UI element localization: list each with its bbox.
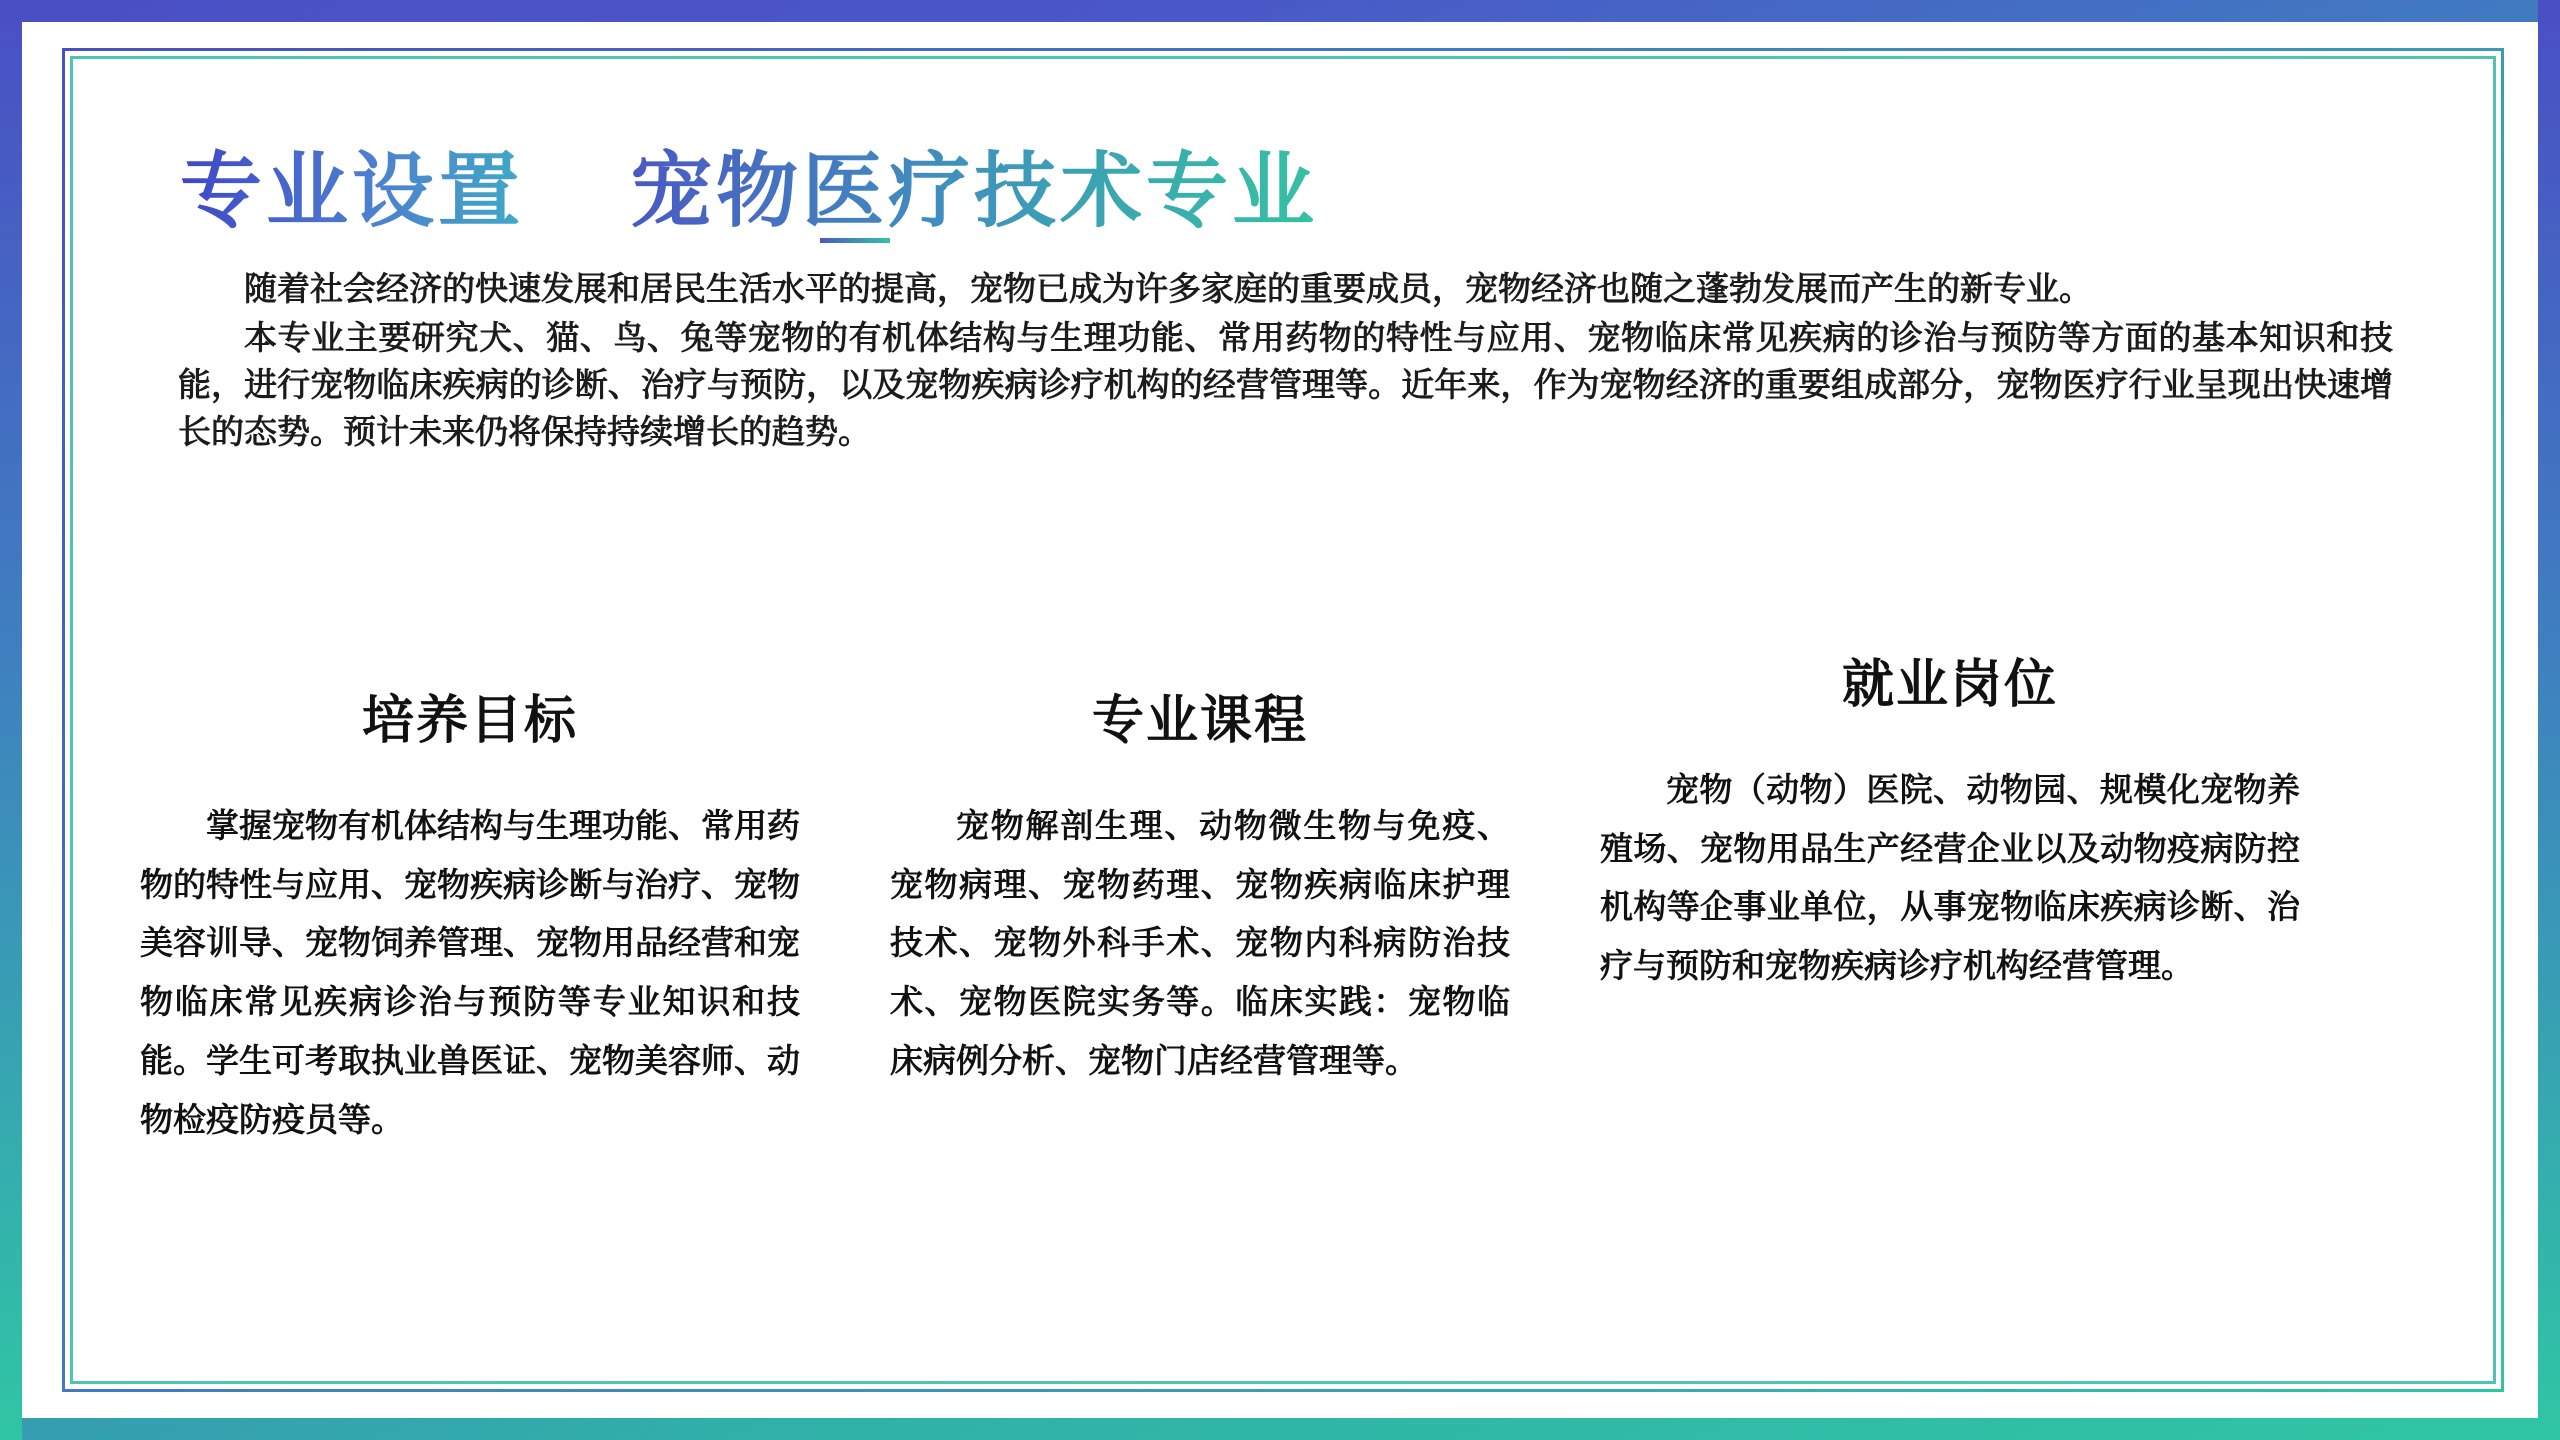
slide-content [70,56,2496,1384]
subtitle-underline [820,238,890,243]
column-body: 宠物解剖生理、动物微生物与免疫、宠物病理、宠物药理、宠物疾病临床护理技术、宠物外科手术、宠物内科病防治技术、宠物医院实务等。临床实践：宠物临床病例分析、宠物门店经营管理等。 [890,807,1510,1079]
column-body: 掌握宠物有机体结构与生理功能、常用药物的特性与应用、宠物疾病诊断与治疗、宠物美容训导、宠物饲养管理、宠物用品经营和宠物临床常见疾病诊治与预防等专业知识和技能。学生可考取执业兽医证、宠物美容师、动物检疫防疫员等。 [140,807,800,1138]
left-gradient-band [0,0,22,1440]
right-gradient-band [2538,0,2560,1440]
column-title: 就业岗位 [1841,656,2058,714]
page-subtitle: 宠物医疗技术专业 [630,126,1318,243]
column-employment [1600,656,2300,996]
column-title: 专业课程 [1091,692,1308,750]
intro-paragraph-2: 本专业主要研究犬、猫、鸟、兔等宠物的有机体结构与生理功能、常用药物的特性与应用、宠物临床常见疾病的诊治与预防等方面的基本知识和技能，进行宠物临床疾病的诊断、治疗与预防，以及宠物疾病诊疗机构的经营管理等。近年来，作为宠物经济的重要组成部分，宠物医疗行业呈现出快速增长的态势。预计未来仍将保持持续增长的趋势。 [178,318,2393,450]
intro-block [178,266,2393,457]
three-column-section [70,656,2496,1356]
column-courses [890,656,1510,1091]
heading-row [70,126,2496,256]
column-title: 培养目标 [361,692,578,750]
intro-paragraph-1: 随着社会经济的快速发展和居民生活水平的提高，宠物已成为许多家庭的重要成员，宠物经济也随之蓬勃发展而产生的新专业。 [244,270,2092,307]
column-training-goal [140,656,800,1149]
column-body: 宠物（动物）医院、动物园、规模化宠物养殖场、宠物用品生产经营企业以及动物疫病防控机构等企事业单位，从事宠物临床疾病诊断、治疗与预防和宠物疾病诊疗机构经营管理。 [1600,771,2300,985]
page-title: 专业设置 [180,126,524,243]
